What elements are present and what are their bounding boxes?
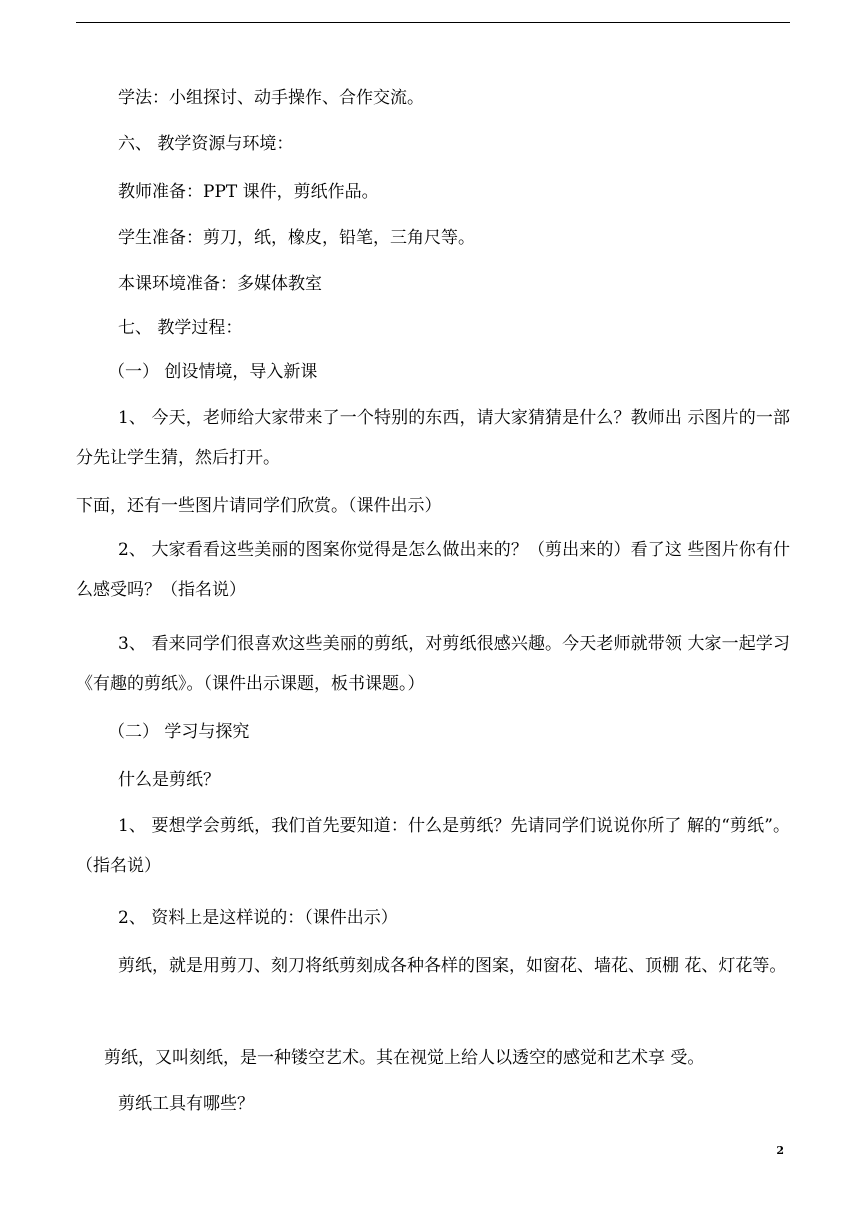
- header-rule: [76, 22, 790, 23]
- heading-subsection-two: （二） 学习与探究: [108, 722, 250, 742]
- heading-section-seven: 七、 教学过程：: [118, 318, 243, 338]
- page-number: 2: [776, 1144, 784, 1157]
- paragraph-student-prep: 学生准备：剪刀，纸，橡皮，铅笔，三角尺等。: [118, 228, 475, 248]
- heading-section-six: 六、 教学资源与环境：: [118, 134, 294, 154]
- paragraph-item-2: 2、 大家看看这些美丽的图案你觉得是怎么做出来的？（剪出来的）看了这 些图片你有什么感受吗？（指名说）: [76, 540, 790, 600]
- paragraph-what-is-papercut: 什么是剪纸？: [118, 770, 220, 790]
- paragraph-study-method: 学法：小组探讨、动手操作、合作交流。: [118, 88, 424, 108]
- paragraph-teacher-prep: 教师准备：PPT 课件，剪纸作品。: [118, 182, 379, 202]
- paragraph-environment-prep: 本课环境准备：多媒体教室: [118, 274, 322, 294]
- paragraph-tools-question: 剪纸工具有哪些？: [118, 1094, 254, 1114]
- paragraph-item-2b: 2、 资料上是这样说的：（课件出示）: [118, 908, 398, 928]
- paragraph-item-1: 1、 今天，老师给大家带来了一个特别的东西，请大家猜猜是什么？教师出 示图片的一部分先让学生猜，然后打开。: [76, 408, 790, 468]
- paragraph-item-3: 3、 看来同学们很喜欢这些美丽的剪纸，对剪纸很感兴趣。今天老师就带领 大家一起学习《有趣的剪纸》。（课件出示课题，板书课题。）: [76, 634, 790, 694]
- paragraph-papercut-definition: 剪纸，就是用剪刀、刻刀将纸剪刻成各种各样的图案，如窗花、墙花、顶棚 花、灯花等。: [118, 956, 787, 976]
- paragraph-item-1b: 1、 要想学会剪纸，我们首先要知道：什么是剪纸？先请同学们说说你所了 解的“剪纸”。（指名说）: [76, 816, 790, 876]
- heading-subsection-one: （一） 创设情境，导入新课: [108, 362, 318, 382]
- paragraph-appreciate: 下面，还有一些图片请同学们欣赏。（课件出示）: [76, 496, 442, 516]
- paragraph-papercut-art: 剪纸，又叫刻纸，是一种镂空艺术。其在视觉上给人以透空的感觉和艺术享 受。: [104, 1048, 705, 1068]
